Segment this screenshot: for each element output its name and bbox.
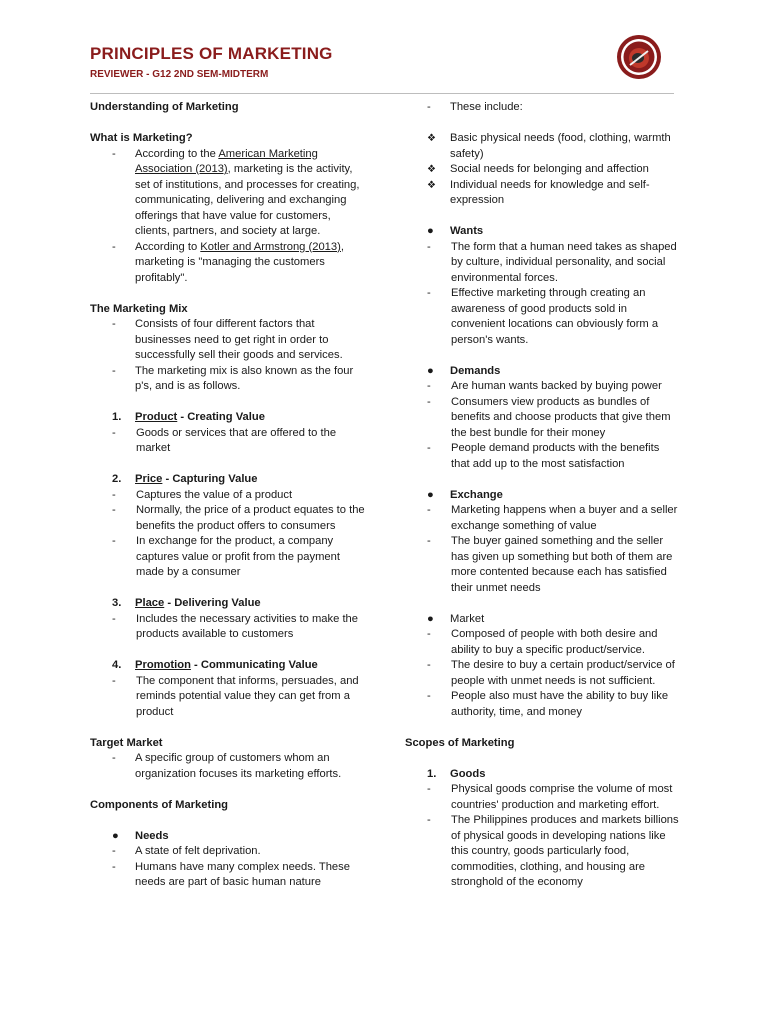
bullet-heading: ● Wants [427,225,484,237]
diamond-marker: ❖ [427,133,436,144]
list-item: - Includes the necessary activities to make the products available to customers [112,612,358,640]
section-heading: What is Marketing? [90,132,193,144]
list-item: - Captures the value of a product [112,488,293,501]
list-item: ❖ Basic physical needs (food, clothing, warmth safety) [405,131,681,162]
list-item: - Effective marketing through creating an awareness of good products sold in convenient locations can obviously form a person's wants. [427,287,659,346]
document-subtitle: REVIEWER - G12 2ND SEM-MIDTERM [90,69,269,80]
list-item: - The buyer gained something and the seller has given up something but both of them are more contented because each has satisfied their unmet needs [427,535,673,594]
bullet-marker: ● [112,829,119,842]
diamond-marker: ❖ [427,179,436,191]
list-item: - A state of felt deprivation. [112,845,261,857]
list-item: - Consumers view products as bundles of benefits and choose products that give them the best bundle for their money [427,395,671,439]
list-item: - The desire to buy a certain product/service of people with unmet needs is not sufficient. [427,659,675,687]
list-item: - A specific group of customers whom an organization focuses its marketing efforts. [112,752,342,780]
numbered-heading: 4. Promotion - Communicating Value [112,659,318,671]
header-divider [90,93,674,94]
numbered-heading: 1. Product - Creating Value [112,411,265,423]
dash-marker: - [112,240,116,253]
right-column [405,100,681,891]
list-item: - According to the American Marketing Association (2013), marketing is the activity, set of institutions, and processes for creating, communicating, delivering and exchanging offerings that have value for customers, clients, partners, and society at large. [90,147,366,240]
dash-marker: - [112,147,116,160]
list-item: - The marketing mix is also known as the four p's, and is as follows. [112,364,354,392]
list-item: - Physical goods comprise the volume of most countries' production and marketing effort. [427,783,673,811]
list-item: ❖ Social needs for belonging and affection [405,162,681,178]
list-item: ❖ Individual needs for knowledge and self-expression [405,178,681,209]
list-item: - The Philippines produces and markets billions of physical goods in developing nations like this country, goods particularly food, commodities, clothing, and housing are stronghold of the economy [427,814,679,888]
bullet-heading: ● Needs [90,829,366,845]
bullet-heading: ● Exchange [427,488,503,501]
list-item: - The component that informs, persuades, and reminds potential value they can get from a product [112,674,359,718]
list-item: - Marketing happens when a buyer and a seller exchange something of value [427,504,678,532]
section-heading: Target Market [90,736,163,749]
section-heading: Components of Marketing [90,798,228,811]
document-title: PRINCIPLES OF MARKETING [90,44,333,63]
list-item: - Consists of four different factors that businesses need to get right in order to successfully sell their goods and services. [112,318,343,361]
list-item: - People demand products with the benefits that add up to the most satisfaction [427,442,660,470]
list-item: - Are human wants backed by buying power [427,380,662,392]
citation-link: American Marketing Association (2013) [135,147,318,175]
list-item: - Composed of people with both desire and ability to buy a specific product/service. [427,628,658,656]
section-heading: Scopes of Marketing [405,736,515,749]
list-item: - Goods or services that are offered to the market [112,426,337,454]
numbered-heading: 3. Place - Delivering Value [112,597,261,609]
list-item: - Humans have many complex needs. These needs are part of basic human nature [112,860,350,888]
list-item: - People also must have the ability to buy like authority, time, and money [427,690,669,718]
section-heading: Understanding of Marketing [90,101,239,113]
list-item: - Normally, the price of a product equates to the benefits the product offers to consumers [112,504,365,532]
bullet-heading: ● Market [427,612,485,625]
list-item: - The form that a human need takes as shaped by culture, individual personality, and social environmental forces. [427,240,677,284]
list-item: - These include: [427,101,523,113]
section-heading: The Marketing Mix [90,302,188,315]
left-column [90,100,366,891]
citation-link: Kotler and Armstrong (2013), [200,240,344,253]
list-item: - According to Kotler and Armstrong (2013), marketing is "managing the customers profitably". [90,240,366,287]
bullet-heading: ● Demands [427,364,501,377]
school-logo [616,34,662,80]
numbered-heading: 2. Price - Capturing Value [112,473,258,485]
numbered-heading: 1. Goods [427,767,486,780]
diamond-marker: ❖ [427,164,436,175]
list-item: - In exchange for the product, a company captures value or profit from the payment made by a consumer [112,535,340,578]
